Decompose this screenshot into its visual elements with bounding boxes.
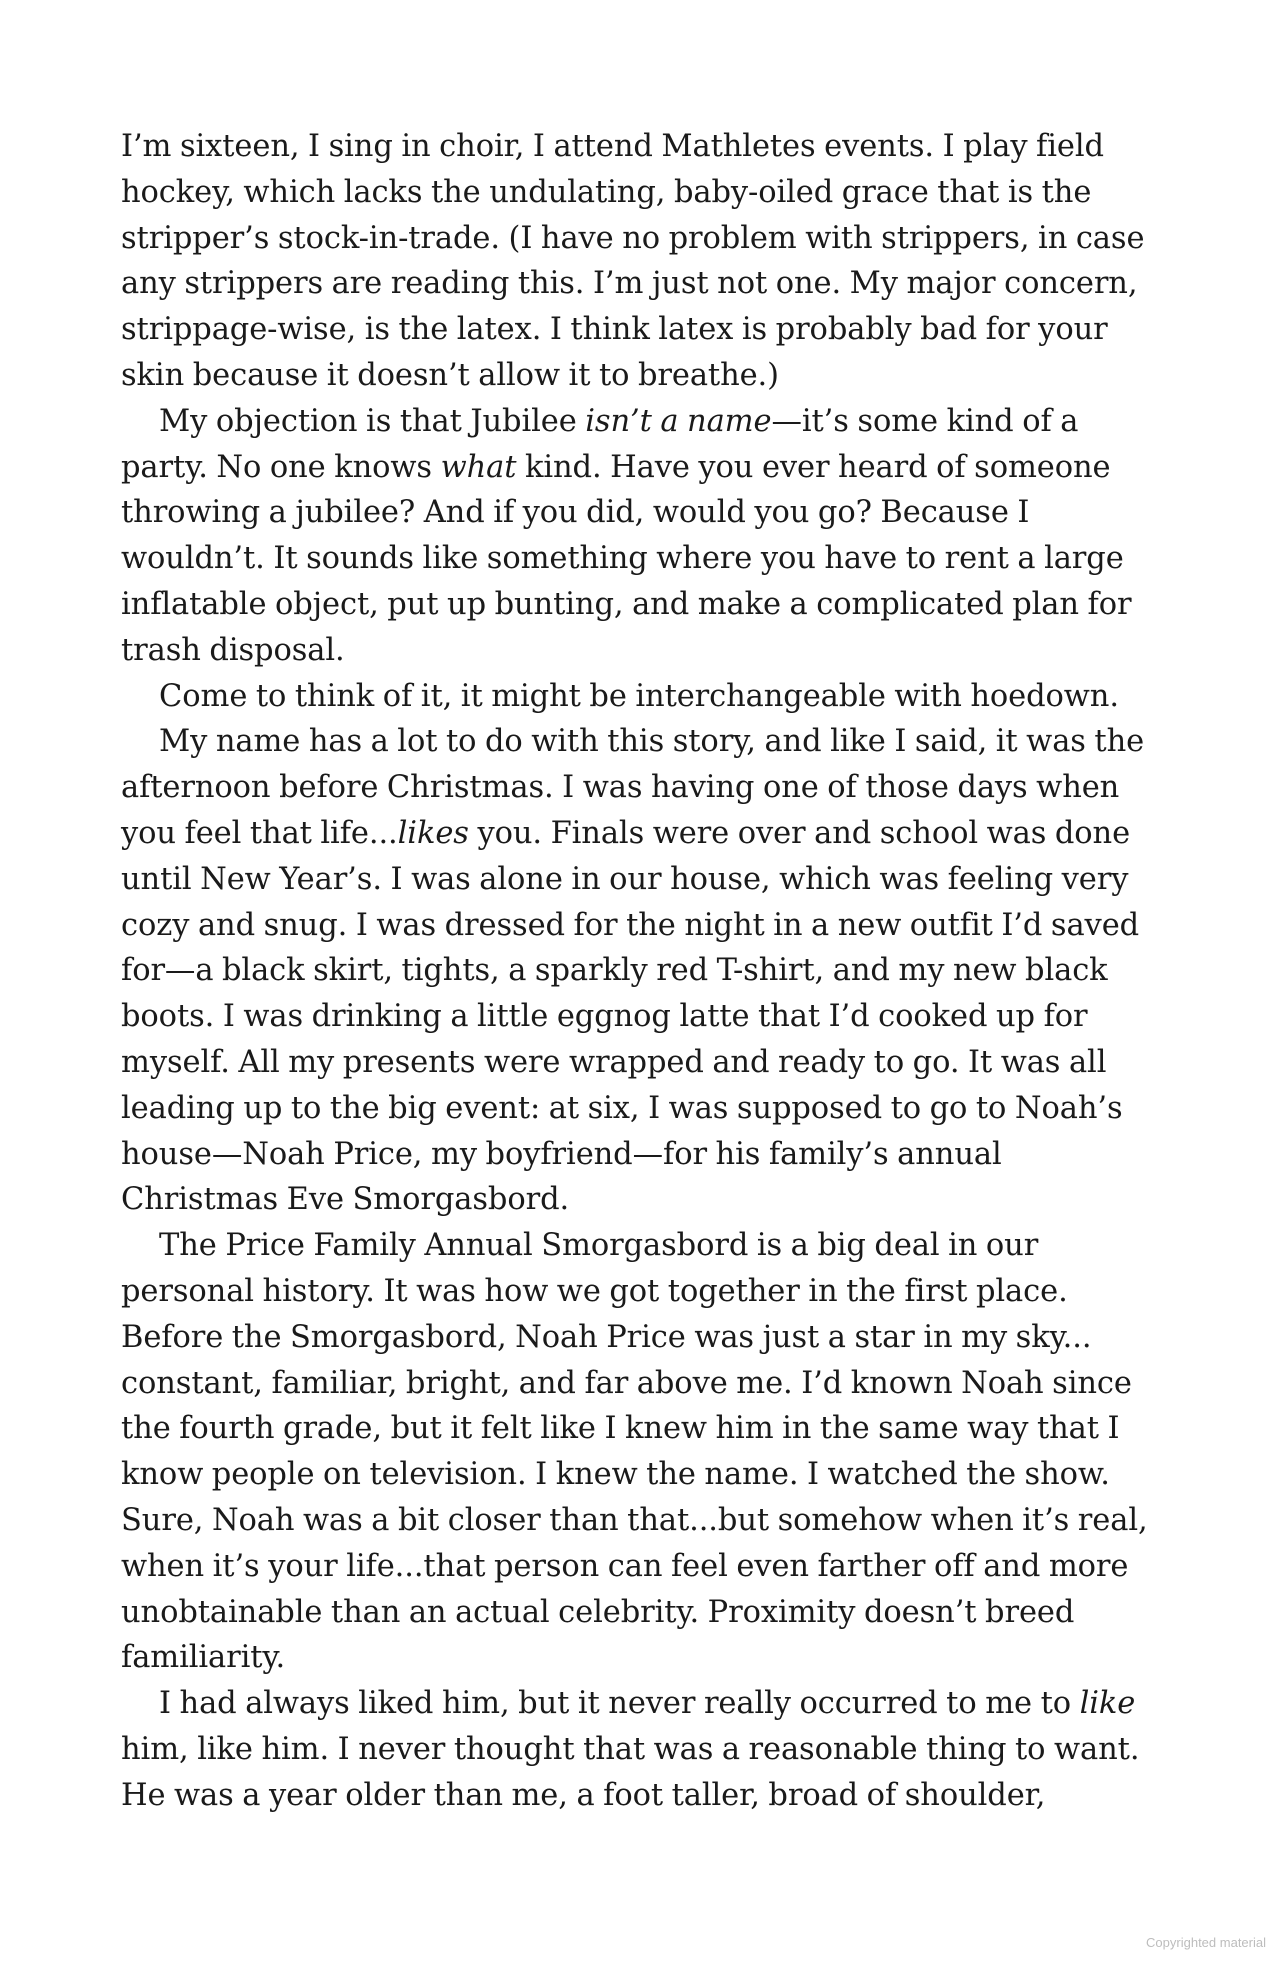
text-run: —it’s some kind of a	[771, 403, 1079, 439]
text-line	[121, 1498, 1161, 1544]
text-run: My name has a lot to do with this story, and like I said, it was the	[159, 724, 1145, 760]
text-line	[121, 765, 1161, 811]
italic-text: isn’t a name	[585, 403, 772, 439]
text-line	[121, 170, 1161, 216]
text-line	[121, 399, 1161, 445]
text-run: for—a black skirt, tights, a sparkly red T-shirt, and my new black	[121, 953, 1108, 989]
text-line	[121, 1040, 1161, 1086]
text-run: leading up to the big event: at six, I was supposed to go to Noah’s	[121, 1090, 1123, 1126]
text-run: unobtainable than an actual celebrity. Proximity doesn’t breed	[121, 1594, 1075, 1630]
paragraph	[121, 719, 1161, 1223]
text-line	[121, 719, 1161, 765]
text-run: Come to think of it, it might be interchangeable with hoedown.	[159, 678, 1119, 714]
paragraph	[121, 399, 1161, 674]
text-run: kind. Have you ever heard of someone	[516, 449, 1111, 485]
text-run: stripper’s stock-in-trade. (I have no problem with strippers, in case	[121, 220, 1145, 256]
text-line	[121, 1681, 1161, 1727]
text-line	[121, 1269, 1161, 1315]
text-run: The Price Family Annual Smorgasbord is a big deal in our	[159, 1228, 1039, 1264]
paragraph	[121, 1681, 1161, 1818]
text-line	[121, 628, 1161, 674]
text-line	[121, 1086, 1161, 1132]
text-run: I’m sixteen, I sing in choir, I attend Mathletes events. I play field	[121, 129, 1104, 164]
text-run: know people on television. I knew the name. I watched the show.	[121, 1457, 1110, 1493]
text-run: house—Noah Price, my boyfriend—for his family’s annual	[121, 1136, 1002, 1172]
text-line	[121, 353, 1161, 399]
text-run: trash disposal.	[121, 632, 345, 668]
text-run: strippage-wise, is the latex. I think latex is probably bad for your	[121, 312, 1108, 348]
italic-text: what	[440, 449, 517, 485]
text-line	[121, 1132, 1161, 1178]
text-run: He was a year older than me, a foot taller, broad of shoulder,	[121, 1777, 1046, 1813]
text-run: the fourth grade, but it felt like I knew him in the same way that I	[121, 1411, 1120, 1447]
paragraph	[121, 124, 1161, 399]
text-line	[121, 811, 1161, 857]
text-run: you. Finals were over and school was done	[468, 815, 1131, 851]
text-run: Christmas Eve Smorgasbord.	[121, 1182, 570, 1218]
text-run: skin because it doesn’t allow it to breathe.)	[121, 357, 779, 393]
text-line	[121, 1315, 1161, 1361]
text-line	[121, 1635, 1161, 1681]
text-line	[121, 536, 1161, 582]
paragraph	[121, 674, 1161, 720]
text-run: wouldn’t. It sounds like something where you have to rent a large	[121, 541, 1124, 577]
text-run: Before the Smorgasbord, Noah Price was just a star in my sky...	[121, 1319, 1092, 1355]
italic-text: likes	[397, 815, 469, 851]
text-run: constant, familiar, bright, and far above me. I’d known Noah since	[121, 1365, 1132, 1401]
text-run: boots. I was drinking a little eggnog latte that I’d cooked up for	[121, 999, 1088, 1035]
text-run: you feel that life...	[121, 815, 398, 851]
text-run: myself. All my presents were wrapped and ready to go. It was all	[121, 1044, 1107, 1080]
text-line	[121, 1727, 1161, 1773]
text-line	[121, 1223, 1161, 1269]
text-line	[121, 582, 1161, 628]
text-line	[121, 1406, 1161, 1452]
text-run: I had always liked him, but it never really occurred to me to	[159, 1686, 1080, 1722]
text-run: any strippers are reading this. I’m just not one. My major concern,	[121, 266, 1138, 302]
text-line	[121, 674, 1161, 720]
text-line	[121, 1177, 1161, 1223]
text-run: afternoon before Christmas. I was having one of those days when	[121, 770, 1120, 806]
text-line	[121, 261, 1161, 307]
text-run: cozy and snug. I was dressed for the night in a new outfit I’d saved	[121, 907, 1140, 943]
italic-text: like	[1079, 1686, 1136, 1722]
text-line	[121, 1773, 1161, 1819]
text-run: inflatable object, put up bunting, and make a complicated plan for	[121, 586, 1132, 622]
text-run: throwing a jubilee? And if you did, would you go? Because I	[121, 495, 1030, 531]
copyright-watermark: Copyrighted material	[1146, 1935, 1266, 1950]
text-line	[121, 307, 1161, 353]
text-run: familiarity.	[121, 1640, 286, 1676]
text-run: until New Year’s. I was alone in our house, which was feeling very	[121, 861, 1129, 897]
text-line	[121, 857, 1161, 903]
text-run: party. No one knows	[121, 449, 441, 485]
text-line	[121, 490, 1161, 536]
text-run: My objection is that Jubilee	[159, 403, 586, 439]
text-line	[121, 216, 1161, 262]
text-line	[121, 1452, 1161, 1498]
text-line	[121, 1544, 1161, 1590]
text-line	[121, 1590, 1161, 1636]
book-page	[121, 124, 1161, 1818]
text-line	[121, 1361, 1161, 1407]
text-line	[121, 994, 1161, 1040]
text-line	[121, 445, 1161, 491]
text-line	[121, 903, 1161, 949]
text-line	[121, 124, 1161, 170]
text-run: him, like him. I never thought that was a reasonable thing to want.	[121, 1731, 1140, 1767]
text-run: hockey, which lacks the undulating, baby-oiled grace that is the	[121, 174, 1092, 210]
text-run: Sure, Noah was a bit closer than that...but somehow when it’s real,	[121, 1502, 1148, 1538]
text-line	[121, 948, 1161, 994]
text-run: personal history. It was how we got together in the first place.	[121, 1273, 1068, 1309]
text-run: when it’s your life...that person can feel even farther off and more	[121, 1548, 1129, 1584]
paragraph	[121, 1223, 1161, 1681]
